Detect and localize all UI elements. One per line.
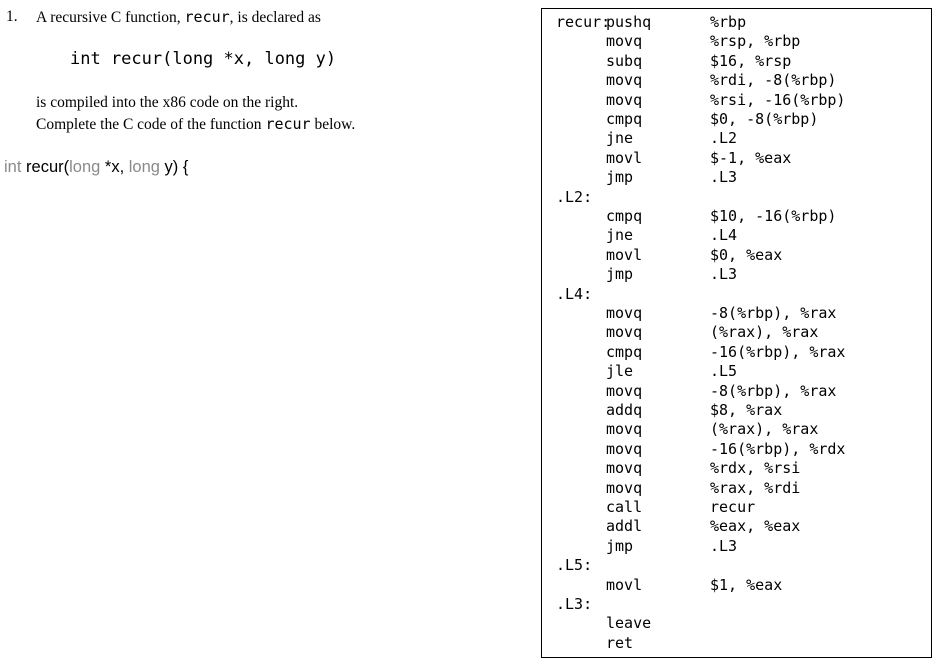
asm-opcode: movq <box>606 323 643 342</box>
question-number: 1. <box>6 8 18 25</box>
asm-operands: $0, %eax <box>710 245 783 264</box>
c-function-signature: int recur(long *x, long y) { <box>4 158 189 176</box>
asm-opcode: jmp <box>606 168 634 187</box>
question-line-compiled: is compiled into the x86 code on the right. <box>36 94 299 111</box>
function-declaration: int recur(long *x, long y) <box>70 49 337 69</box>
asm-opcode: ret <box>606 633 634 652</box>
keyword-long: long <box>69 158 101 176</box>
asm-operands: (%rax), %rax <box>710 420 819 439</box>
asm-label: .L4: <box>556 284 593 303</box>
asm-operands: $8, %rax <box>710 401 783 419</box>
asm-opcode: movq <box>606 71 643 90</box>
asm-operands: .L5 <box>710 362 738 381</box>
asm-label: .L2: <box>556 187 593 206</box>
asm-operands: %rdx, %rsi <box>710 459 801 478</box>
keyword-int: int <box>4 158 22 176</box>
asm-operands: -8(%rbp), %rax <box>710 381 837 400</box>
asm-opcode: movq <box>606 478 643 497</box>
asm-label: .L3: <box>556 595 593 613</box>
asm-opcode: movq <box>606 459 643 478</box>
asm-operands: $0, -8(%rbp) <box>710 110 819 128</box>
asm-operands: -16(%rbp), %rdx <box>710 439 846 458</box>
asm-opcode: movq <box>606 381 643 400</box>
asm-operands: %rsi, -16(%rbp) <box>710 90 846 109</box>
asm-operands: recur <box>710 498 756 516</box>
asm-operands: %rdi, -8(%rbp) <box>710 71 837 90</box>
asm-opcode: movl <box>606 148 643 167</box>
asm-opcode: addl <box>606 517 643 536</box>
asm-opcode: jne <box>606 129 634 148</box>
asm-opcode: movq <box>606 439 643 458</box>
asm-opcode: jne <box>606 226 634 245</box>
asm-opcode: addq <box>606 401 643 419</box>
question-intro: A recursive C function, recur, is declared as <box>36 8 321 26</box>
assembly-listing <box>541 8 932 658</box>
asm-operands: %eax, %eax <box>710 517 801 536</box>
asm-label: .L5: <box>556 556 593 575</box>
asm-operands: %rax, %rdi <box>710 478 801 497</box>
asm-opcode: call <box>606 498 643 516</box>
asm-opcode: movq <box>606 304 643 322</box>
asm-operands: $1, %eax <box>710 575 783 594</box>
asm-operands: -8(%rbp), %rax <box>710 304 837 322</box>
asm-opcode: cmpq <box>606 207 643 225</box>
asm-opcode: movl <box>606 245 643 264</box>
asm-operands: -16(%rbp), %rax <box>710 342 846 361</box>
question-instruction: Complete the C code of the function recur below. <box>36 115 356 133</box>
asm-operands: .L3 <box>710 265 738 284</box>
asm-opcode: jmp <box>606 265 634 284</box>
keyword-long: long <box>128 158 160 176</box>
asm-opcode: jle <box>606 362 634 381</box>
asm-operands: %rbp <box>710 13 747 31</box>
asm-opcode: cmpq <box>606 110 643 128</box>
asm-opcode: leave <box>606 614 652 633</box>
asm-opcode: pushq <box>606 13 652 31</box>
asm-opcode: movl <box>606 575 643 594</box>
asm-operands: .L3 <box>710 536 738 555</box>
asm-opcode: movq <box>606 420 643 439</box>
asm-opcode: movq <box>606 90 643 109</box>
asm-label: recur: <box>556 13 611 31</box>
asm-operands: $-1, %eax <box>710 148 792 167</box>
inline-code: recur <box>184 8 230 26</box>
inline-code: recur <box>265 115 311 133</box>
asm-opcode: cmpq <box>606 342 643 361</box>
asm-operands: (%rax), %rax <box>710 323 819 342</box>
asm-operands: $16, %rsp <box>710 51 792 70</box>
asm-operands: .L3 <box>710 168 738 187</box>
asm-opcode: jmp <box>606 536 634 555</box>
asm-operands: $10, -16(%rbp) <box>710 207 837 225</box>
asm-operands: .L2 <box>710 129 738 148</box>
asm-opcode: subq <box>606 51 643 70</box>
asm-opcode: movq <box>606 32 643 51</box>
asm-operands: .L4 <box>710 226 738 245</box>
asm-operands: %rsp, %rbp <box>710 32 801 51</box>
